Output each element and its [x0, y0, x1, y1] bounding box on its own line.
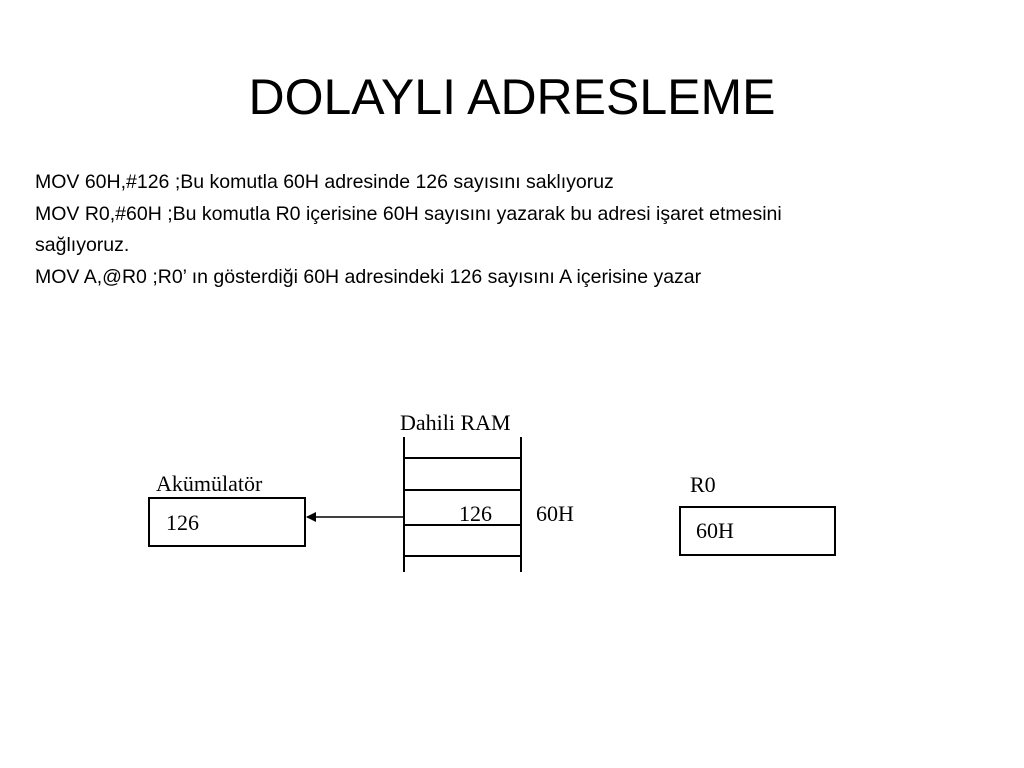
- accumulator-label: Akümülatör: [156, 471, 263, 496]
- instruction-line-3: sağlıyoruz.: [35, 234, 130, 256]
- instruction-line-1: MOV 60H,#126 ;Bu komutla 60H adresinde 126 sayısını saklıyoruz: [35, 171, 614, 193]
- r0-label: R0: [690, 472, 716, 497]
- r0-value: 60H: [696, 518, 734, 543]
- ram-cell-address: 60H: [536, 501, 574, 526]
- accumulator-value: 126: [166, 510, 199, 535]
- slide-title: DOLAYLI ADRESLEME: [248, 69, 776, 125]
- ram-cell-value: 126: [459, 501, 492, 526]
- instruction-line-4: MOV A,@R0 ;R0’ ın gösterdiği 60H adresindeki 126 sayısını A içerisine yazar: [35, 265, 702, 288]
- ram-label: Dahili RAM: [400, 410, 511, 435]
- instruction-line-2: MOV R0,#60H ;Bu komutla R0 içerisine 60H sayısını yazarak bu adresi işaret etmesini: [35, 202, 782, 225]
